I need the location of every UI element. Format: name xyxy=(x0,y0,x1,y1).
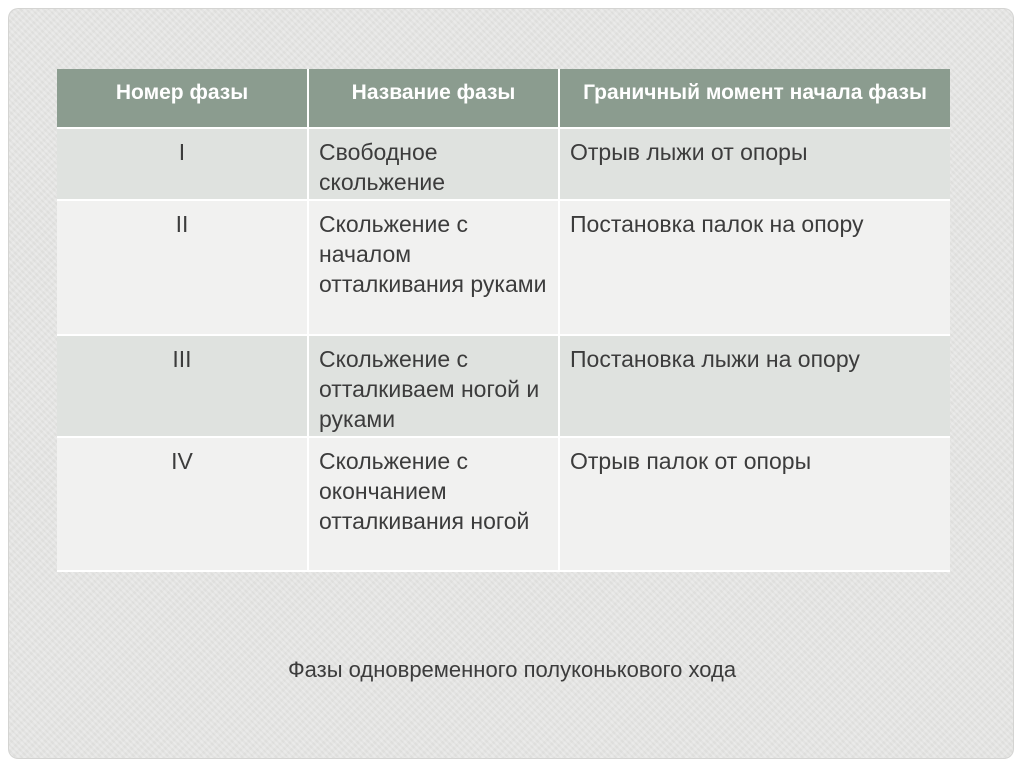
phase-name-cell: Скольжение с отталкиваем ногой и руками xyxy=(308,335,559,437)
boundary-moment-cell: Отрыв палок от опоры xyxy=(559,437,950,571)
table-row xyxy=(57,437,950,571)
table-row xyxy=(57,335,950,437)
boundary-moment-cell: Постановка палок на опору xyxy=(559,200,950,335)
table-header-row xyxy=(57,69,950,128)
boundary-moment-cell: Постановка лыжи на опору xyxy=(559,335,950,437)
phase-number-cell: II xyxy=(57,200,308,335)
boundary-moment-cell: Отрыв лыжи от опоры xyxy=(559,128,950,200)
phase-number-cell: III xyxy=(57,335,308,437)
slide-caption: Фазы одновременного полуконькового хода xyxy=(287,657,737,682)
phase-name-cell: Скольжение с началом отталкивания руками xyxy=(308,200,559,335)
table-row xyxy=(57,128,950,200)
header-boundary-moment: Граничный момент начала фазы xyxy=(559,69,950,128)
phases-table xyxy=(57,69,950,572)
phase-number-cell: IV xyxy=(57,437,308,571)
phase-name-cell: Скольжение с окончанием отталкивания ногой xyxy=(308,437,559,571)
table-row xyxy=(57,200,950,335)
phase-number-cell: I xyxy=(57,128,308,200)
header-phase-number: Номер фазы xyxy=(57,69,308,128)
header-phase-name: Название фазы xyxy=(308,69,559,128)
phase-name-cell: Свободное скольжение xyxy=(308,128,559,200)
